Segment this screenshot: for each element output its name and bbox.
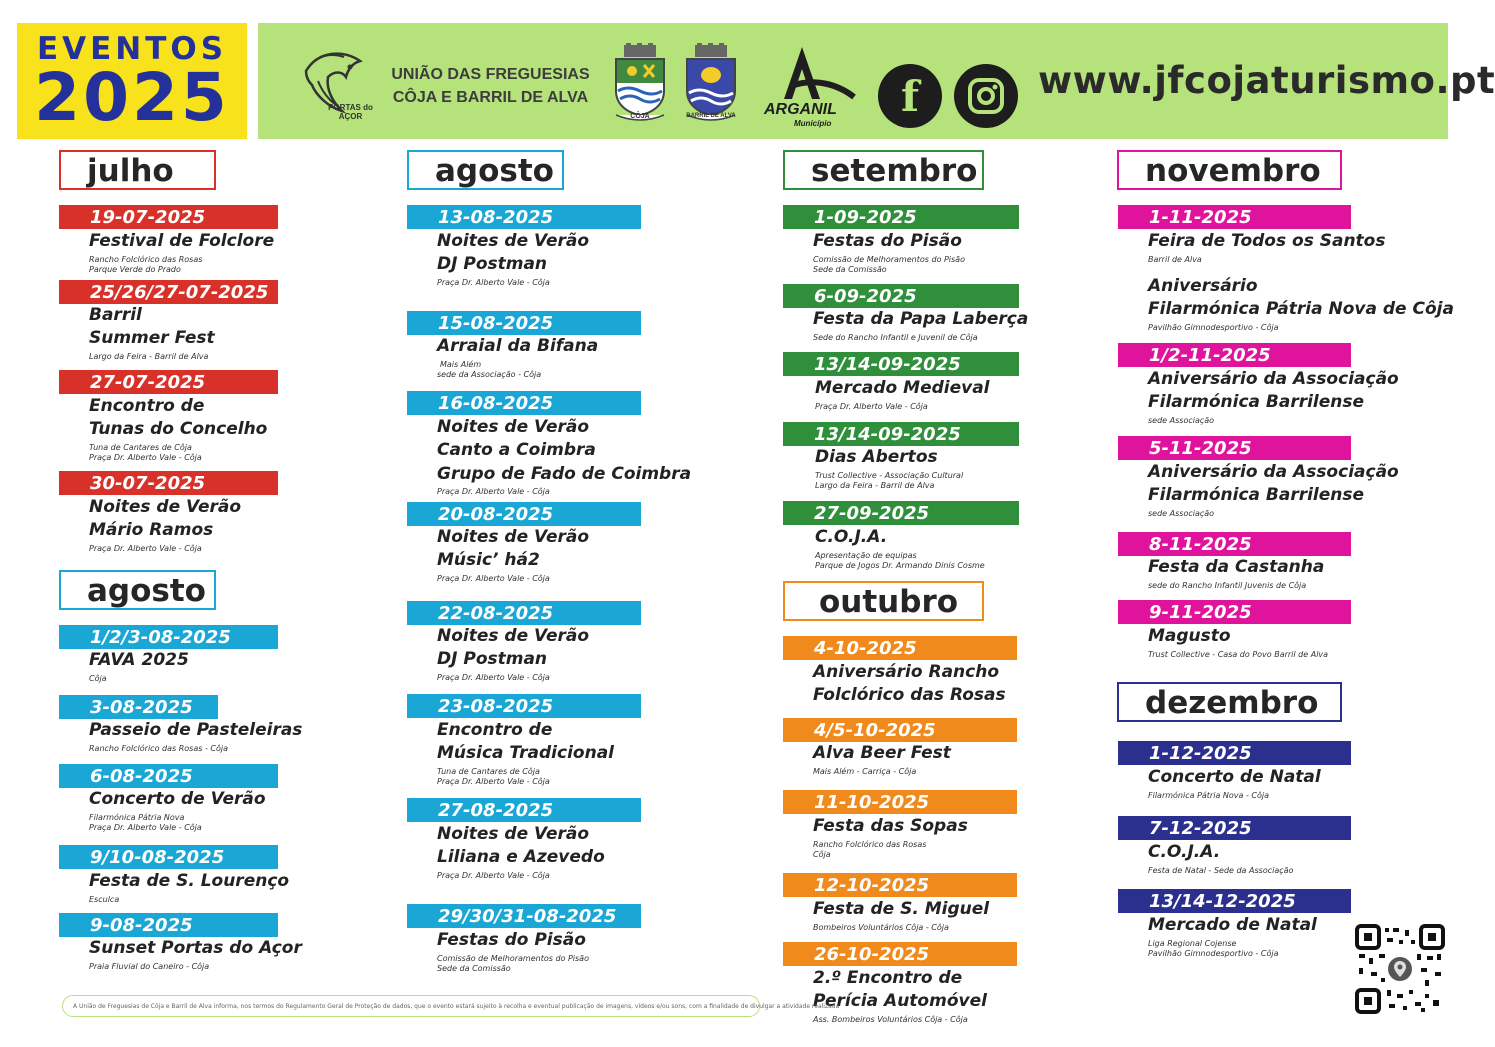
event-date: 27-08-2025 — [407, 798, 641, 822]
event-date: 30-07-2025 — [59, 471, 278, 495]
event-title: Festas do Pisão — [813, 231, 962, 251]
event-title: Passeio de Pasteleiras — [89, 720, 303, 740]
event-date: 15-08-2025 — [407, 311, 641, 335]
event-date: 11-10-2025 — [783, 790, 1017, 814]
month-outubro: outubro — [783, 581, 984, 621]
event-date: 1-11-2025 — [1118, 205, 1351, 229]
event-date: 7-12-2025 — [1118, 816, 1351, 840]
event-title: Sunset Portas do Açor — [89, 938, 302, 958]
event-detail: Praça Dr. Alberto Vale - Côja — [815, 402, 928, 411]
event-title: Noites de Verão — [437, 231, 590, 251]
portas-do-acor-logo — [298, 41, 373, 121]
event-detail: Mais Além — [440, 360, 482, 369]
event-detail: Praça Dr. Alberto Vale - Côja — [89, 453, 202, 462]
event-title: Grupo de Fado de Coimbra — [437, 464, 692, 484]
event-detail: Côja — [89, 674, 107, 683]
event-title: Filarmónica Barrilense — [1148, 392, 1365, 412]
event-title: Filarmónica Pátria Nova de Côja — [1148, 299, 1454, 319]
arganil-sub: Município — [794, 119, 832, 128]
event-detail: Filarmónica Pátria Nova - Côja — [1148, 791, 1269, 800]
event-date: 13/14-09-2025 — [783, 422, 1019, 446]
event-date: 13/14-09-2025 — [783, 352, 1019, 376]
event-title: Aniversário Rancho — [813, 662, 1000, 682]
month-julho: julho — [59, 150, 216, 190]
event-title: Festa das Sopas — [813, 816, 968, 836]
event-date: 9-11-2025 — [1118, 600, 1351, 624]
event-title: Mercado Medieval — [815, 378, 990, 398]
website-link[interactable]: www.jfcojaturismo.pt — [1038, 59, 1495, 102]
event-date: 23-08-2025 — [407, 694, 641, 718]
event-detail: sede Associação — [1148, 416, 1215, 425]
event-detail: Bombeiros Voluntários Côja - Côja — [813, 923, 949, 932]
event-date: 5-11-2025 — [1118, 436, 1351, 460]
instagram-icon[interactable] — [954, 64, 1018, 128]
event-date: 1-12-2025 — [1118, 741, 1351, 765]
event-detail: Côja — [813, 850, 831, 859]
event-title: Noites de Verão — [437, 824, 590, 844]
event-title: Magusto — [1148, 626, 1231, 646]
event-title: 2.º Encontro de — [813, 968, 963, 988]
portas-do-acor-label: PORTAS do AÇOR — [328, 103, 373, 121]
event-title: Liliana e Azevedo — [437, 847, 605, 867]
event-title: FAVA 2025 — [89, 650, 189, 670]
title-box — [17, 23, 247, 139]
event-detail: Apresentação de equipas — [815, 551, 917, 560]
event-date: 4-10-2025 — [783, 636, 1017, 660]
event-detail: sede Associação — [1148, 509, 1215, 518]
event-detail: Tuna de Cantares de Côja — [437, 767, 540, 776]
event-detail: Praça Dr. Alberto Vale - Côja — [437, 673, 550, 682]
event-title: Barril — [89, 305, 142, 325]
coja-crest-label: CÔJA — [630, 113, 650, 120]
event-detail: Esculca — [89, 895, 120, 904]
event-date: 19-07-2025 — [59, 205, 278, 229]
event-title: Festa da Papa Laberça — [813, 309, 1029, 329]
event-date: 16-08-2025 — [407, 391, 641, 415]
title-line1: EVENTOS — [36, 31, 228, 67]
event-detail: Praça Dr. Alberto Vale - Côja — [437, 871, 550, 880]
event-title: Filarmónica Barrilense — [1148, 485, 1365, 505]
event-title: Noites de Verão — [437, 417, 590, 437]
event-detail: Praia Fluvial do Caneiro - Côja — [89, 962, 210, 971]
event-title: Folclórico das Rosas — [813, 685, 1006, 705]
title-line2: 2025 — [34, 59, 230, 136]
event-detail: Filarmónica Pátria Nova — [89, 813, 185, 822]
event-detail: Pavilhão Gimnodesportivo - Côja — [1148, 323, 1279, 332]
event-detail: Praça Dr. Alberto Vale - Côja — [437, 574, 550, 583]
event-date: 1/2-11-2025 — [1118, 343, 1351, 367]
event-detail: Largo da Feira - Barril de Alva — [89, 352, 209, 361]
event-detail: Rancho Folclórico das Rosas - Côja — [89, 744, 228, 753]
month-agosto: agosto — [59, 570, 216, 610]
event-title: Canto a Coimbra — [437, 440, 596, 460]
event-title: Concerto de Verão — [89, 789, 266, 809]
event-detail: Comissão de Melhoramentos do Pisão — [437, 954, 589, 963]
org-line2: CÔJA E BARRIL DE ALVA — [392, 89, 589, 106]
event-title: Summer Fest — [89, 328, 215, 348]
event-title: Mário Ramos — [89, 520, 214, 540]
event-date: 20-08-2025 — [407, 502, 641, 526]
event-title: DJ Postman — [437, 649, 548, 669]
event-title: Arraial da Bifana — [437, 336, 599, 356]
footer-note: A União de Freguesias de Côja e Barril de Alva informa, nos termos do Regulamento Geral de Proteção de dados, que o evento estará sujeito à recolha e eventual publicação de imagens, vídeos e/ou sons, com a finalidade de divulgar a atividade realizada — [62, 995, 760, 1017]
event-date: 3-08-2025 — [59, 695, 218, 719]
event-date: 9/10-08-2025 — [59, 845, 278, 869]
event-detail: sede da Associação - Côja — [437, 370, 542, 379]
event-detail: Trust Collective - Casa do Povo Barril de Alva — [1148, 650, 1329, 659]
event-title: Aniversário — [1148, 276, 1258, 296]
header-banner — [258, 23, 1495, 139]
event-title: Concerto de Natal — [1148, 767, 1321, 787]
event-date: 9-08-2025 — [59, 913, 278, 937]
event-detail: Praça Dr. Alberto Vale - Côja — [437, 777, 550, 786]
event-title: Festival de Folclore — [89, 231, 275, 251]
event-detail: Sede da Comissão — [437, 964, 511, 973]
month-setembro: setembro — [783, 150, 984, 190]
event-title: Encontro de — [437, 720, 553, 740]
facebook-icon[interactable]: f — [878, 64, 942, 128]
qr-code[interactable] — [1355, 924, 1445, 1014]
event-date: 26-10-2025 — [783, 942, 1017, 966]
event-date: 12-10-2025 — [783, 873, 1017, 897]
event-date: 22-08-2025 — [407, 601, 641, 625]
event-detail: Trust Collective - Associação Cultural — [815, 471, 964, 480]
event-date: 13-08-2025 — [407, 205, 641, 229]
org-name — [383, 63, 598, 109]
event-date: 1-09-2025 — [783, 205, 1019, 229]
event-date: 27-07-2025 — [59, 370, 278, 394]
barril-crest-label: BARRIL DE ALVA — [686, 113, 736, 119]
event-title: Festas do Pisão — [437, 930, 586, 950]
event-title: Feira de Todos os Santos — [1148, 231, 1386, 251]
event-detail: Sede do Rancho Infantil e Juvenil de Côja — [813, 333, 978, 342]
event-date: 6-09-2025 — [783, 284, 1019, 308]
event-title: Aniversário da Associação — [1148, 462, 1399, 482]
event-title: Músic’ há2 — [437, 550, 540, 570]
event-detail: Comissão de Melhoramentos do Pisão — [813, 255, 965, 264]
event-title: Encontro de — [89, 396, 205, 416]
event-detail: Praça Dr. Alberto Vale - Côja — [89, 823, 202, 832]
event-title: Noites de Verão — [89, 497, 242, 517]
event-date: 1/2/3-08-2025 — [59, 625, 278, 649]
event-title: Aniversário da Associação — [1148, 369, 1399, 389]
event-detail: Barril de Alva — [1148, 255, 1202, 264]
org-line1: UNIÃO DAS FREGUESIAS — [391, 66, 590, 83]
event-title: DJ Postman — [437, 254, 548, 274]
event-title: Noites de Verão — [437, 527, 590, 547]
month-novembro: novembro — [1117, 150, 1342, 190]
event-date: 13/14-12-2025 — [1118, 889, 1351, 913]
event-detail: Liga Regional Cojense — [1148, 939, 1237, 948]
event-title: Alva Beer Fest — [813, 743, 951, 763]
event-detail: Rancho Folclórico das Rosas — [89, 255, 203, 264]
event-detail: Praça Dr. Alberto Vale - Côja — [437, 487, 550, 496]
event-title: Festa de S. Miguel — [813, 899, 990, 919]
event-title: Noites de Verão — [437, 626, 590, 646]
event-title: Mercado de Natal — [1148, 915, 1317, 935]
event-detail: Mais Além - Carriça - Côja — [813, 767, 917, 776]
event-title: Festa da Castanha — [1148, 557, 1325, 577]
event-date: 4/5-10-2025 — [783, 718, 1017, 742]
event-date: 6-08-2025 — [59, 764, 278, 788]
event-detail: Praça Dr. Alberto Vale - Côja — [437, 278, 550, 287]
month-dezembro: dezembro — [1117, 682, 1342, 722]
event-detail: Sede da Comissão — [813, 265, 887, 274]
event-date: 8-11-2025 — [1118, 532, 1351, 556]
event-title: Tunas do Concelho — [89, 419, 268, 439]
event-detail: Tuna de Cantares de Côja — [89, 443, 192, 452]
event-title: Dias Abertos — [815, 447, 938, 467]
event-date: 27-09-2025 — [783, 501, 1019, 525]
event-detail: Praça Dr. Alberto Vale - Côja — [89, 544, 202, 553]
month-agosto-2: agosto — [407, 150, 564, 190]
event-detail: Festa de Natal - Sede da Associação — [1148, 866, 1294, 875]
event-detail: Parque Verde do Prado — [89, 265, 181, 274]
event-title: Festa de S. Lourenço — [89, 871, 290, 891]
event-detail: Pavilhão Gimnodesportivo - Côja — [1148, 949, 1279, 958]
event-detail: Rancho Folclórico das Rosas — [813, 840, 927, 849]
event-detail: Parque de Jogos Dr. Armando Dinis Cosme — [815, 561, 985, 570]
event-date: 29/30/31-08-2025 — [407, 904, 641, 928]
event-title: C.O.J.A. — [815, 527, 888, 547]
coja-crest — [610, 43, 670, 123]
event-detail: Ass. Bombeiros Voluntários Côja - Côja — [813, 1015, 968, 1024]
event-detail: sede do Rancho Infantil Juvenis de Côja — [1148, 581, 1307, 590]
event-title: C.O.J.A. — [1148, 842, 1221, 862]
event-title: Perícia Automóvel — [813, 991, 987, 1011]
event-date: 25/26/27-07-2025 — [59, 280, 278, 304]
event-title: Música Tradicional — [437, 743, 614, 763]
event-detail: Largo da Feira - Barril de Alva — [815, 481, 935, 490]
arganil-logo — [754, 43, 864, 133]
arganil-label: ARGANIL — [764, 101, 837, 118]
barril-de-alva-crest — [681, 43, 741, 123]
